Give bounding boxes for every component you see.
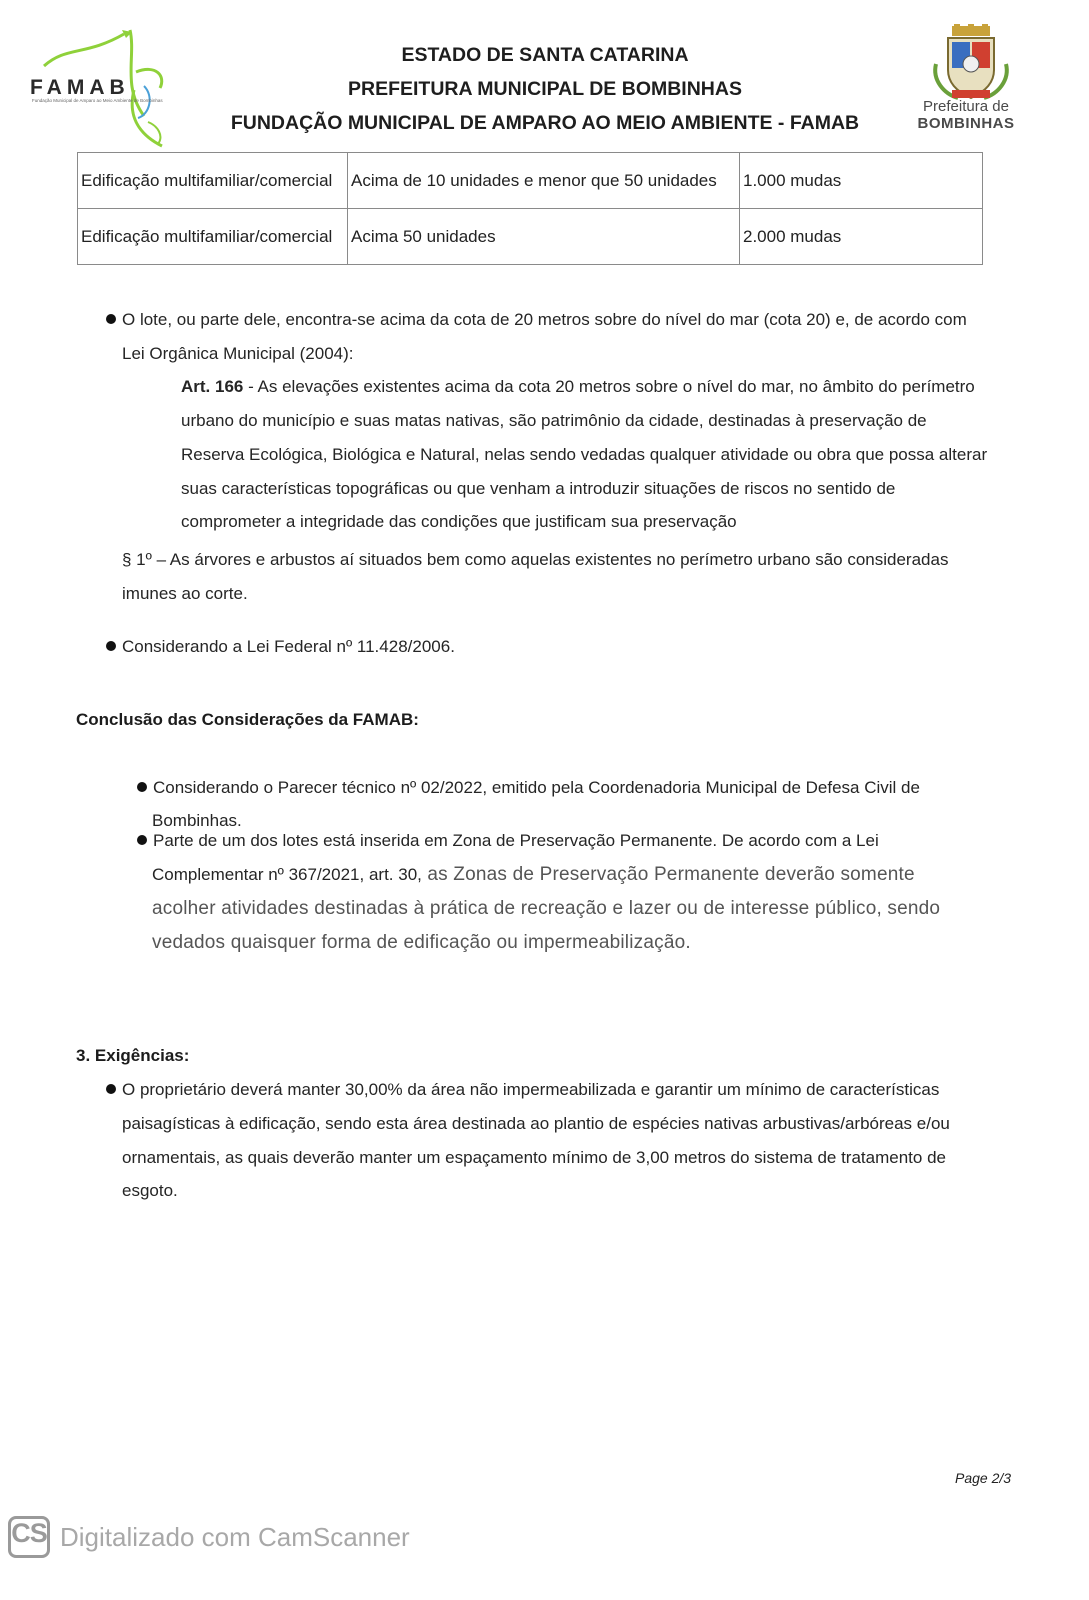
- paragraph-text: § 1º – As árvores e arbustos aí situados bem como aquelas existentes no perímetro urbano são consideradas: [122, 550, 949, 569]
- famab-logo-subtitle: Fundação Municipal de Amparo ao Meio Ambiente de Bombinhas: [32, 98, 163, 103]
- bullet-text-continued: ornamentais, as quais deverão manter um espaçamento mínimo de 3,00 metros do sistema de tratamento de: [122, 1148, 946, 1167]
- conclusion-title: Conclusão das Considerações da FAMAB:: [76, 710, 419, 729]
- header-foundation: FUNDAÇÃO MUNICIPAL DE AMPARO AO MEIO AMBIENTE - FAMAB: [230, 112, 860, 134]
- table-cell: Edificação multifamiliar/comercial: [78, 153, 348, 209]
- bullet-text-continued: Bombinhas.: [152, 811, 242, 830]
- table-cell: Acima de 10 unidades e menor que 50 unidades: [348, 153, 740, 209]
- table-cell: Edificação multifamiliar/comercial: [78, 209, 348, 265]
- bullet-item: [106, 1073, 939, 1107]
- bullet-item: [106, 630, 455, 664]
- bullet-icon: [106, 314, 116, 324]
- article-text: comprometer a integridade das condições que justificam sua preservação: [181, 512, 737, 531]
- article-166-line: [181, 370, 975, 404]
- camscanner-watermark: Digitalizado com CamScanner: [60, 1522, 410, 1552]
- article-label: Art. 166: [181, 377, 244, 396]
- table-cell: Acima 50 unidades: [348, 209, 740, 265]
- page-number: Page 2/3: [955, 1470, 1012, 1486]
- bullet-text: Considerando o Parecer técnico nº 02/2022, emitido pela Coordenadoria Municipal de Defesa Civil de: [153, 778, 920, 797]
- article-text: suas características topográficas ou que venham a introduzir situações de riscos no sentido de: [181, 479, 896, 498]
- bullet-text-continued: paisagísticas à edificação, sendo esta área destinada ao plantio de espécies nativas arbustivas/arbóreas e/ou: [122, 1114, 950, 1133]
- bullet-text: Parte de um dos lotes está inserida em Zona de Preservação Permanente. De acordo com a Lei: [153, 831, 879, 850]
- bullet-text: O lote, ou parte dele, encontra-se acima da cota de 20 metros sobre do nível do mar (cota 20) e, de acordo com: [122, 310, 967, 329]
- requirements-title: 3. Exigências:: [76, 1046, 190, 1065]
- bullet-icon: [106, 641, 116, 651]
- bullet-icon: [137, 782, 147, 792]
- quoted-law-text: vedados quaisquer forma de edificação ou impermeabilização.: [152, 932, 691, 953]
- article-text: Reserva Ecológica, Biológica e Natural, nelas sendo vedadas qualquer atividade ou obra que possa alterar: [181, 445, 988, 464]
- bullet-item: [106, 303, 967, 337]
- article-text: urbano do município e suas matas nativas, são patrimônio da cidade, destinadas à preservação de: [181, 411, 927, 430]
- table-cell: 1.000 mudas: [740, 153, 983, 209]
- quoted-law-text: as Zonas de Preservação Permanente deverão somente: [421, 864, 915, 885]
- paragraph-text: imunes ao corte.: [122, 584, 248, 603]
- bullet-icon: [106, 1084, 116, 1094]
- bullet-text-continued: Lei Orgânica Municipal (2004):: [122, 344, 354, 363]
- bullet-icon: [137, 835, 147, 845]
- bullet-text: Complementar nº 367/2021, art. 30,: [152, 865, 422, 884]
- bullet-item: [137, 824, 879, 858]
- bullet-item: [137, 771, 920, 805]
- prefecture-logo-text-top: Prefeitura de: [923, 98, 1009, 115]
- article-text: - As elevações existentes acima da cota 20 metros sobre o nível do mar, no âmbito do perímetro: [243, 377, 975, 396]
- header-state: ESTADO DE SANTA CATARINA: [401, 44, 689, 66]
- table-cell: 2.000 mudas: [740, 209, 983, 265]
- seedlings-table: [77, 152, 983, 265]
- bullet-text: Considerando a Lei Federal nº 11.428/2006.: [122, 637, 455, 656]
- bullet-text-continued: esgoto.: [122, 1181, 178, 1200]
- bullet-text-continued: [152, 858, 915, 892]
- table-row: [78, 209, 983, 265]
- table-row: [78, 153, 983, 209]
- quoted-law-text: acolher atividades destinadas à prática de recreação e lazer ou de interesse público, sendo: [152, 898, 941, 919]
- header-prefecture: PREFEITURA MUNICIPAL DE BOMBINHAS: [348, 78, 742, 100]
- bombinhas-coat-of-arms: [930, 24, 1012, 104]
- prefecture-logo-text-bottom: BOMBINHAS: [917, 115, 1015, 132]
- famab-logo-wordmark: FAMAB: [30, 76, 130, 99]
- camscanner-logo-letters: CS: [11, 1518, 47, 1548]
- bullet-text: O proprietário deverá manter 30,00% da área não impermeabilizada e garantir um mínimo de características: [122, 1080, 940, 1099]
